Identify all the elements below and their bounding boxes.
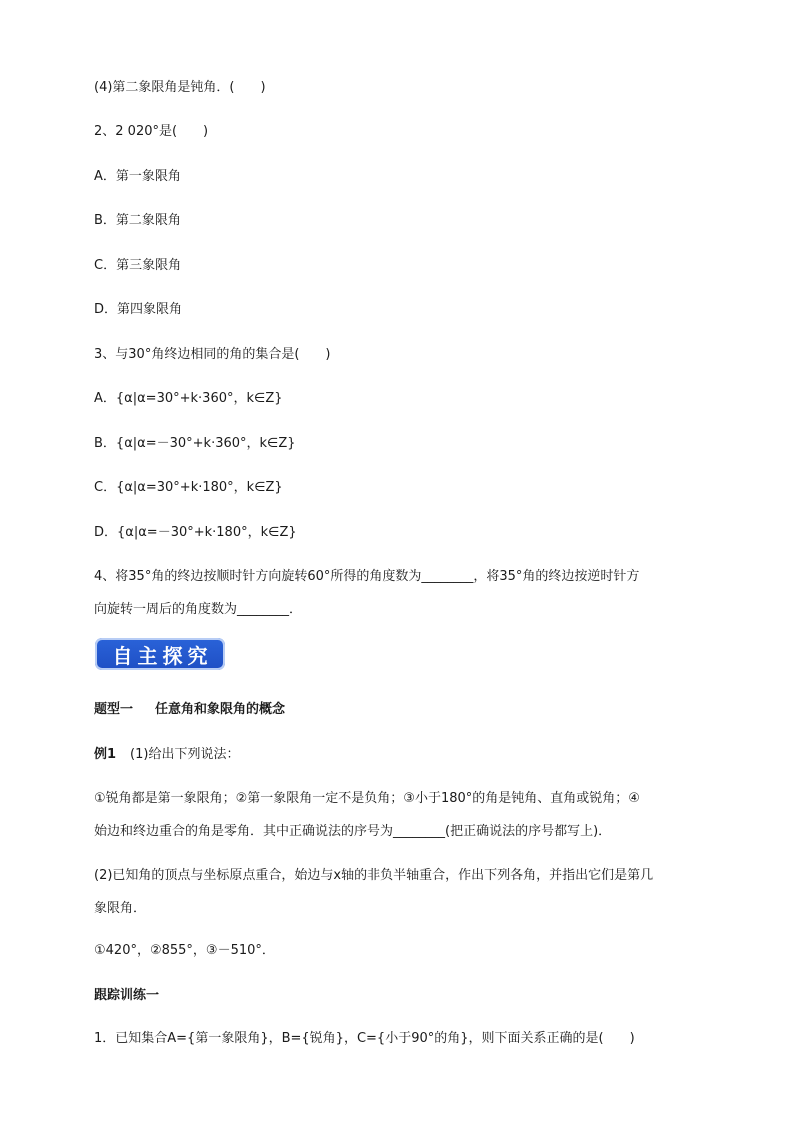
example-part2-line-2: 象限角． xyxy=(94,901,147,916)
question-1-item-4: (4)第二象限角是钝角．( ) xyxy=(94,80,266,95)
question-3-stem: 3、与30°角终边相同的角的集合是( ) xyxy=(94,347,331,362)
example-part1-intro: (1)给出下列说法： xyxy=(130,747,240,762)
question-3-option-b: B．{α|α=－30°+k·360°，k∈Z} xyxy=(94,436,296,451)
question-2-option-c: C．第三象限角 xyxy=(94,258,182,273)
question-3-option-d: D．{α|α=－30°+k·180°，k∈Z} xyxy=(94,525,297,540)
question-4-line-2: 向旋转一周后的角度数为________． xyxy=(94,602,303,617)
section-banner xyxy=(95,638,225,670)
example-1-intro xyxy=(94,745,239,765)
example-part2-items: ①420°，②855°，③－510°． xyxy=(94,943,275,958)
example-part1-line-1: ①锐角都是第一象限角；②第一象限角一定不是负角；③小于180°的角是钝角、直角或锐角；④ xyxy=(94,791,640,806)
example-label: 例1 xyxy=(94,747,117,762)
question-2-option-a: A．第一象限角 xyxy=(94,169,181,184)
example-part1-line-2: 始边和终边重合的角是零角．其中正确说法的序号为________(把正确说法的序号都写上)． xyxy=(94,824,612,839)
question-2-stem: 2、2 020°是( ) xyxy=(94,124,209,139)
question-3-option-a: A．{α|α=30°+k·360°，k∈Z} xyxy=(94,391,283,406)
example-part2-line-1: (2)已知角的顶点与坐标原点重合，始边与x轴的非负半轴重合，作出下列各角，并指出它们是第几 xyxy=(94,868,654,883)
section-banner-label: 自主探究 xyxy=(112,643,213,668)
type-title: 任意角和象限角的概念 xyxy=(155,702,286,717)
question-2-option-b: B．第二象限角 xyxy=(94,213,181,228)
question-3-option-c: C．{α|α=30°+k·180°，k∈Z} xyxy=(94,480,283,495)
question-4-line-1: 4、将35°角的终边按顺时针方向旋转60°所得的角度数为________，将35°角的终边按逆时针方 xyxy=(94,569,640,584)
type-label: 题型一 xyxy=(94,702,134,717)
practice-question-1: 1．已知集合A={第一象限角}，B={锐角}，C={小于90°的角}，则下面关系正确的是( ) xyxy=(94,1031,635,1046)
question-2-option-d: D．第四象限角 xyxy=(94,302,183,317)
type-heading xyxy=(94,700,285,720)
practice-title: 跟踪训练一 xyxy=(94,988,160,1003)
